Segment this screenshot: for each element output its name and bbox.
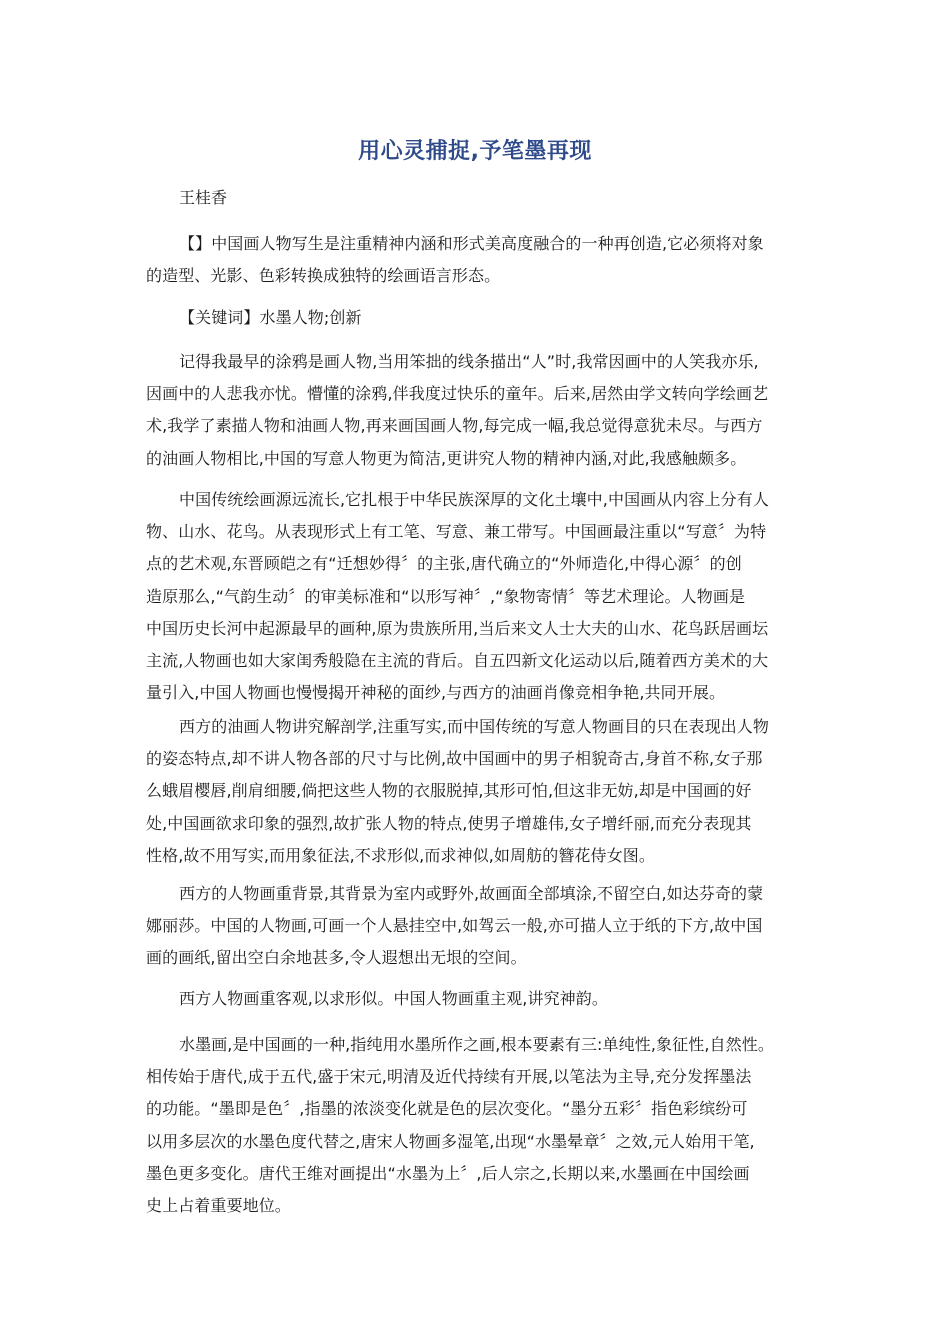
body-paragraph: 西方的人物画重背景,其背景为室内或野外,故画面全部填涂,不留空白,如达芬奇的蒙 娜丽莎。中国的人物画,可画一个人悬挂空中,如驾云一般,亦可描人立于纸的下方,故中国 画的画纸,留出空白余地甚多,令人遐想出无垠的空间。 — [146, 884, 764, 968]
body-paragraph: 西方人物画重客观,以求形似。中国人物画重主观,讲究神韵。 — [179, 989, 608, 1008]
keywords-text: 【关键词】水墨人物;创新 — [179, 308, 362, 327]
keywords-block — [146, 302, 816, 334]
body-paragraph: 水墨画,是中国画的一种,指纯用水墨所作之画,根本要素有三:单纯性,象征性,自然性。 相传始于唐代,成于五代,盛于宋元,明清及近代持续有开展,以笔法为主导,充分发挥墨法 的功能。“墨即是色〞,指墨的浓淡变化就是色的层次变化。“墨分五彩〞指色彩缤纷可 以用多层次的水墨色度代替之,唐宋人物画多湿笔,出现“水墨晕章〞之效,元人始用干笔, 墨色更多变化。唐代王维对画提出“水墨为上〞,后人宗之,长期以来,水墨画在中国绘画 史上占着重要地位。 — [146, 1035, 774, 1216]
paragraph-block — [146, 711, 816, 872]
abstract-text: 【】中国画人物写生是注重精神内涵和形式美高度融合的一种再创造,它必须将对象 的造型、光影、色彩转换成独特的绘画语言形态。 — [146, 234, 764, 286]
paragraph-block — [146, 484, 816, 709]
paragraph-block — [146, 1029, 816, 1222]
paragraph-block — [146, 346, 816, 475]
body-paragraph: 中国传统绘画源远流长,它扎根于中华民族深厚的文化土壤中,中国画从内容上分有人 物、山水、花鸟。从表现形式上有工笔、写意、兼工带写。中国画最注重以“写意〞为特 点的艺术观,东晋顾皑之有“迁想妙得〞的主张,唐代确立的“外师造化,中得心源〞的创 造原那么,“气韵生动〞的审美标准和“以形写神〞,“象物寄情〞等艺术理论。人物画是 中国历史长河中起源最早的画种,原为贵族所用,当后来文人士大夫的山水、花鸟跃居画坛 主流,人物画也如大家闺秀般隐在主流的背后。自五四新文化运动以后,随着西方美术的大 量引入,中国人物画也慢慢揭开神秘的面纱,与西方的油画肖像竞相争艳,共同开展。 — [146, 490, 769, 703]
author-name: 王桂香 — [179, 188, 228, 207]
paragraph-block — [146, 983, 816, 1015]
body-paragraph: 西方的油画人物讲究解剖学,注重写实,而中国传统的写意人物画目的只在表现出人物 的姿态特点,却不讲人物各部的尺寸与比例,故中国画中的男子相貌奇古,身首不称,女子那 么蛾眉樱唇,削肩细腰,倘把这些人物的衣服脱掉,其形可怕,但这非无妨,却是中国画的好 处,中国画欲求印象的强烈,故扩张人物的特点,使男子增雄伟,女子增纤丽,而充分表现其 性格,故不用写实,而用象征法,不求形似,而求神似,如周舫的簪花侍女图。 — [146, 717, 769, 865]
body-paragraph: 记得我最早的涂鸦是画人物,当用笨拙的线条描出“人”时,我常因画中的人笑我亦乐, 因画中的人悲我亦忧。懵懂的涂鸦,伴我度过快乐的童年。后来,居然由学文转向学绘画艺 术,我学了素描人物和油画人物,再来画国画人物,每完成一幅,我总觉得意犹未尽。与西方 的油画人物相比,中国的写意人物更为简洁,更讲究人物的精神内涵,对此,我感触颇多。 — [146, 352, 769, 468]
abstract-block — [146, 228, 816, 292]
paragraph-block — [146, 878, 816, 975]
page-title: 用心灵捕捉,予笔墨再现 — [358, 139, 592, 164]
